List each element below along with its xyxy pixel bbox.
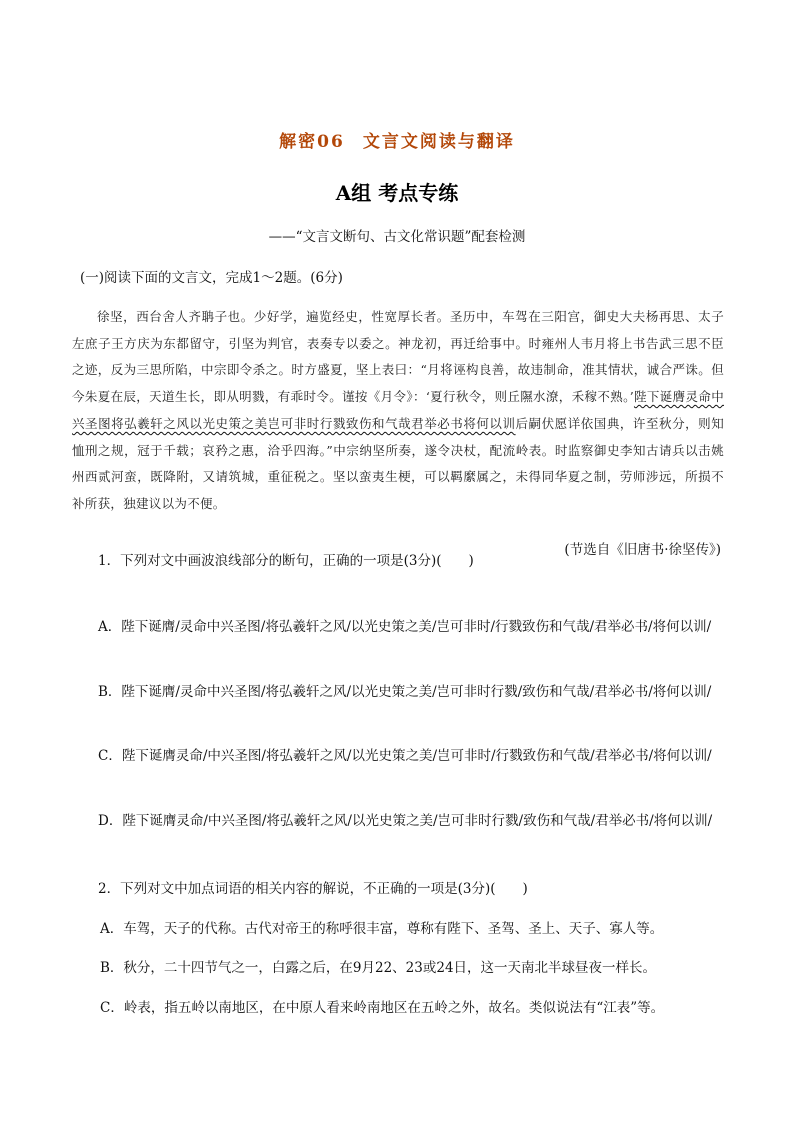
passage-source: (节选自《旧唐书·徐坚传》)	[564, 542, 721, 558]
passage-text-after: 后嗣伏愿详依国典，许至秋分，则知恤刑之规，冠于千载；哀矜之惠，洽乎四海。”中宗纳坚所奏，遂令决杖，配流岭表。时监察御史李知古请兵以击姚州西贰河蛮，既降附，又请筑城，重征税之。坚以蛮夷生梗，可以羁縻属之，未得同华夏之制，劳师涉远，所损不补所获，独建议以为不便。	[72, 415, 725, 511]
question-2-option-a: A．车驾，天子的代称。古代对帝王的称呼很丰富，尊称有陛下、圣驾、圣上、天子、寡人等。	[100, 921, 664, 937]
title-main: 文言文阅读与翻译	[362, 132, 515, 152]
question-1-stem: 1．下列对文中画波浪线部分的断句，正确的一项是(3分)( )	[98, 553, 474, 569]
question-2-option-c: C．岭表，指五岭以南地区，在中原人看来岭南地区在五岭之外，故名。类似说法有“江表”等。	[100, 1000, 665, 1016]
group-heading: A组 考点专练	[335, 181, 459, 205]
question-2-stem: 2．下列对文中加点词语的相关内容的解说，不正确的一项是(3分)( )	[98, 881, 528, 897]
question-1-option-a: A．陛下诞膺/灵命中兴圣图/将弘羲轩之风/以光史策之美/岂可非时/行戮致伤和气哉/君举必书/将何以训/	[98, 619, 712, 635]
question-1-option-d: D．陛下诞膺灵命/中兴圣图/将弘羲轩之风/以光史策之美/岂可非时行戮/致伤和气哉/君举必书/将何以训/	[98, 813, 713, 829]
reading-instruction: (一)阅读下面的文言文，完成1～2题。(6分)	[80, 270, 343, 286]
question-1-option-c: C．陛下诞膺灵命/中兴圣图/将弘羲轩之风/以光史策之美/岂可非时/行戮致伤和气哉/君举必书/将何以训/	[98, 748, 712, 764]
title-code: 解密06	[279, 132, 345, 152]
classical-passage	[72, 304, 724, 518]
passage-text-before: 徐坚，西台舍人齐聃子也。少好学，遍览经史，性宽厚长者。圣历中，车驾在三阳宫，御史大夫杨再思、太子左庶子王方庆为东都留守，引坚为判官，表奏专以委之。神龙初，再迁给事中。时雍州人韦月将上书告武三思不臣之迹，反为三思所陷，中宗即令杀之。时方盛夏，坚上表曰：“月将诬构良善，故违制命，准其情状，诚合严诛。但今朱夏在辰，天道生长，即从明戮，有乖时令。谨按《月令》：‘夏行秋令，则丘隰水潦，禾稼不熟。’	[72, 309, 724, 405]
wavy-underlined-sentence: 陛下诞膺灵命中兴圣图将弘羲轩之风以光史策之美岂可非时行戮致伤和气哉君举必书将何以训	[72, 389, 724, 431]
subtitle: ——“文言文断句、古文化常识题”配套检测	[268, 229, 526, 245]
question-1-option-b: B．陛下诞膺/灵命中兴圣图/将弘羲轩之风/以光史策之美/岂可非时行戮/致伤和气哉/君举必书/将何以训/	[98, 684, 712, 700]
document-title	[0, 127, 794, 152]
question-2-option-b: B．秋分，二十四节气之一，白露之后，在9月22、23或24日，这一天南北半球昼夜一样长。	[100, 960, 657, 976]
